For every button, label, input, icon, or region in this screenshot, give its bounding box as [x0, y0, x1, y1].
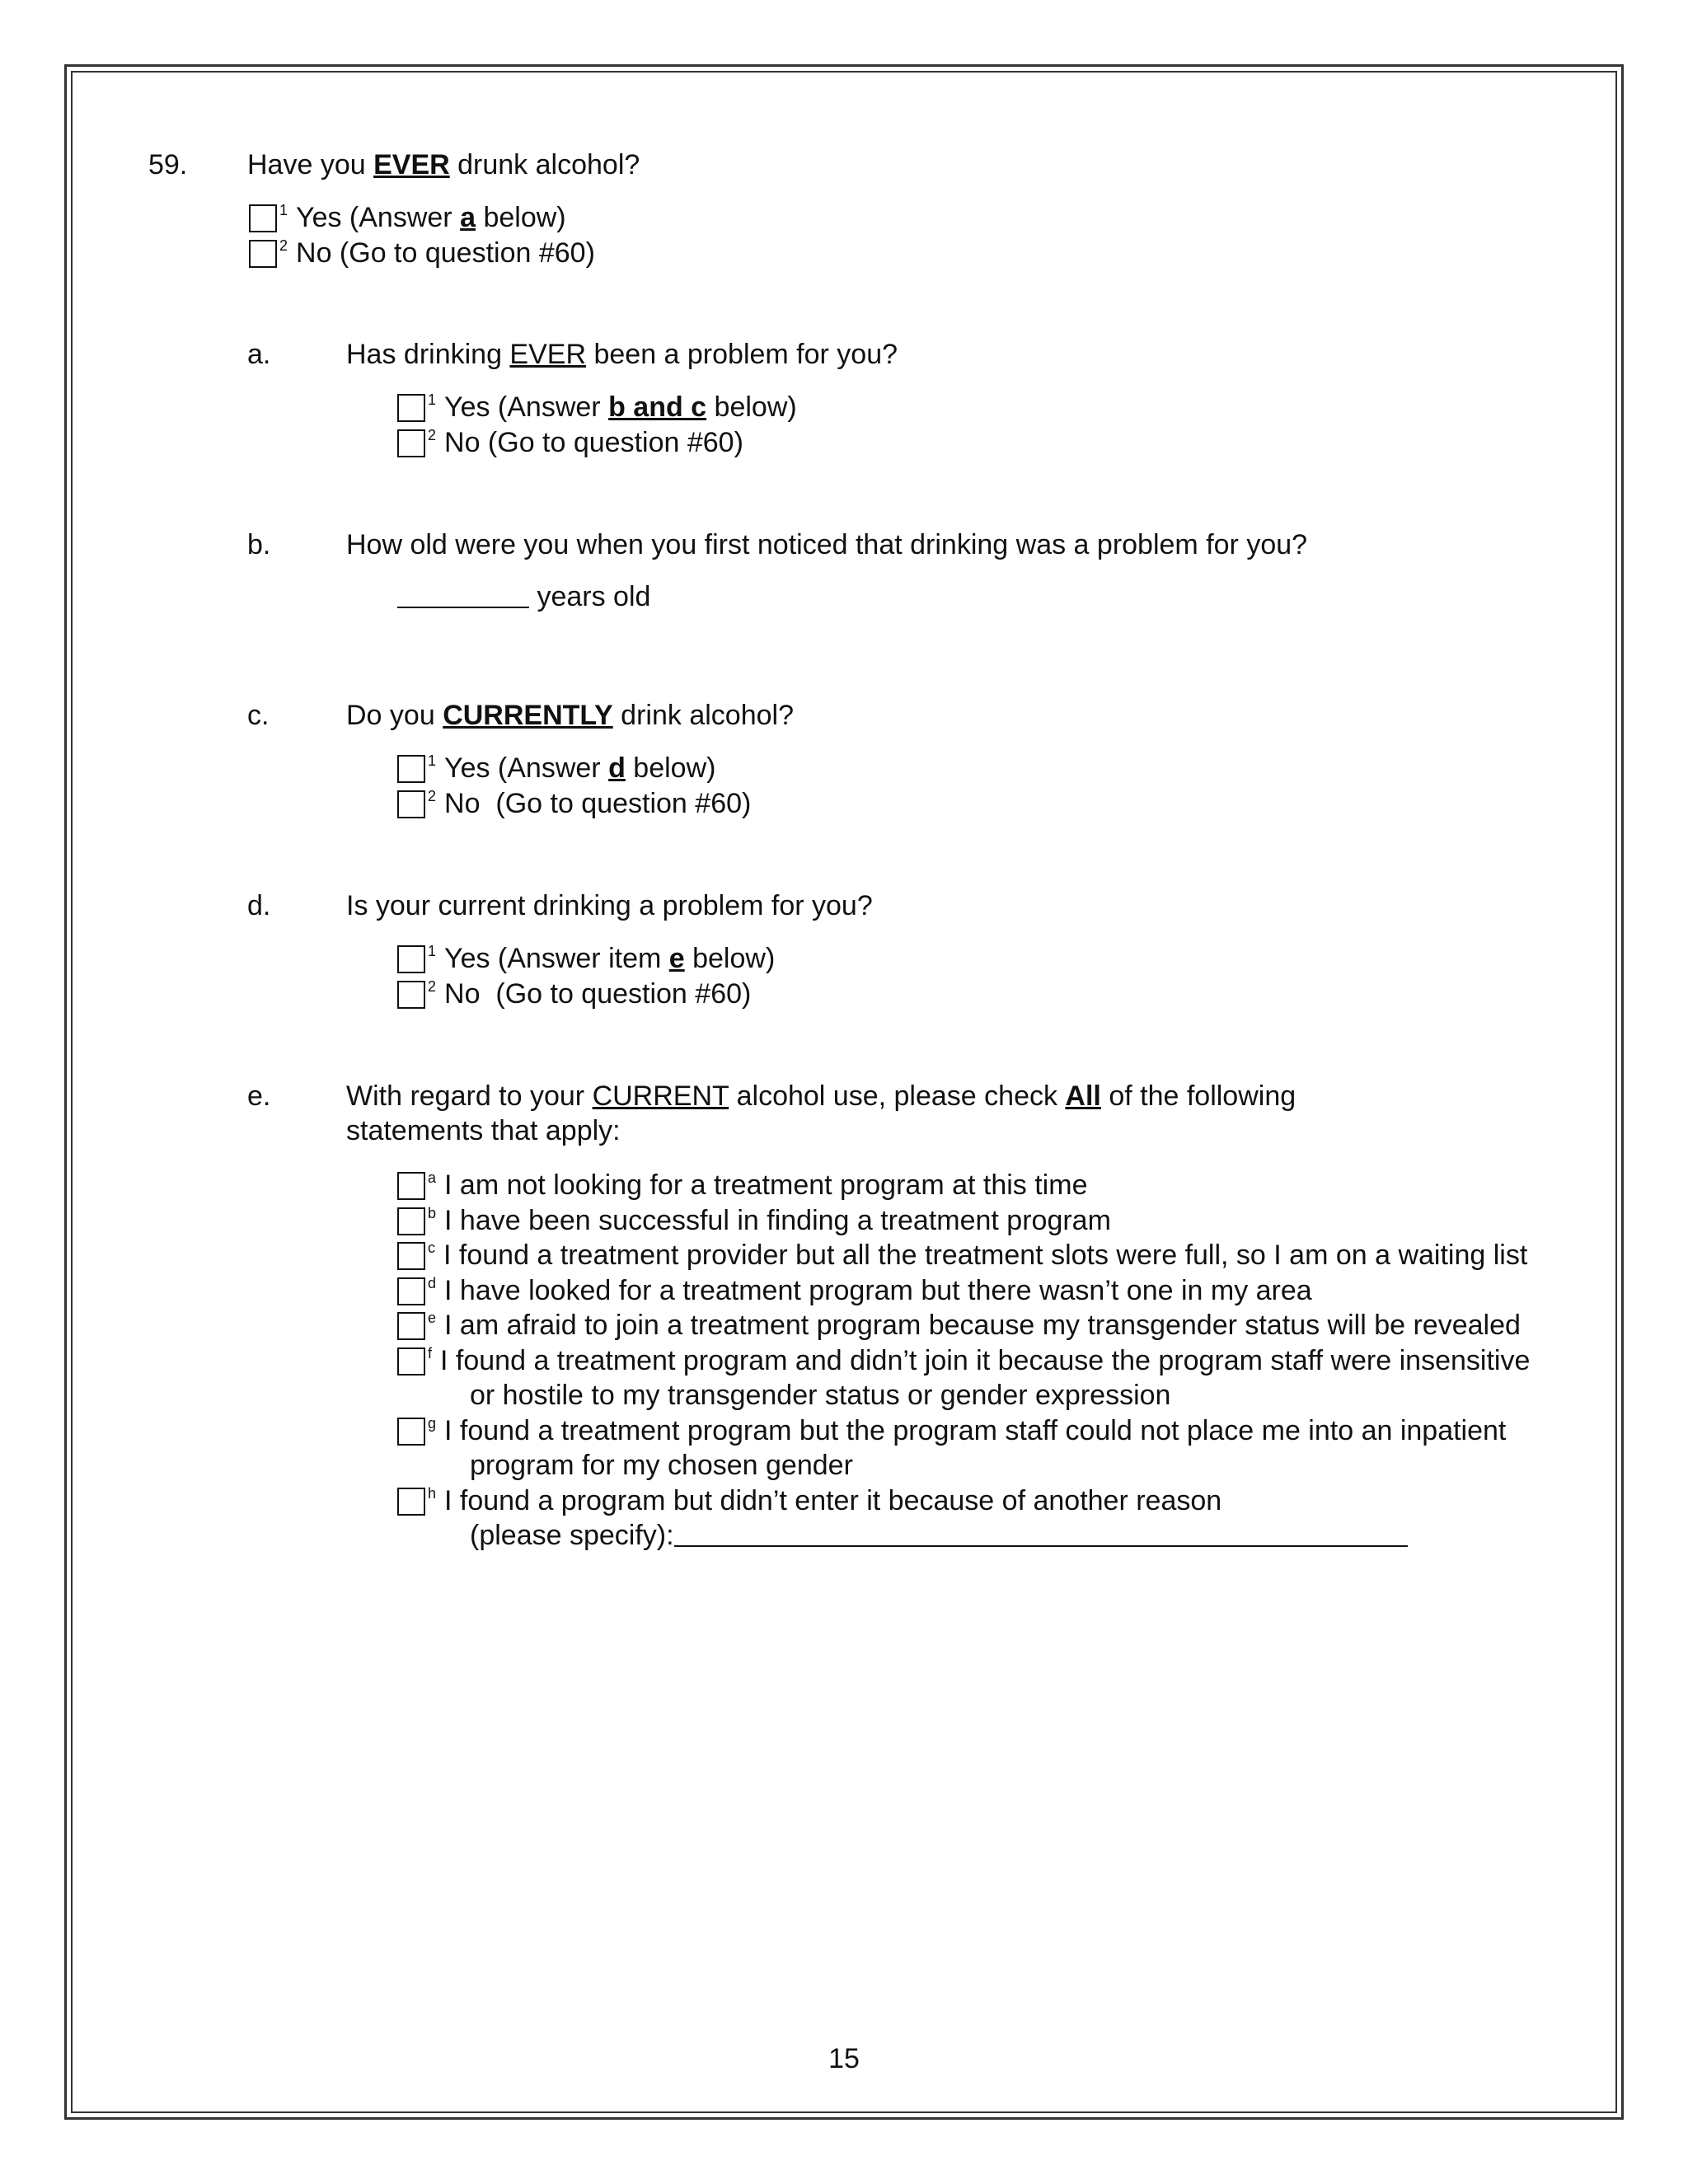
page-number: 15 — [828, 2043, 860, 2074]
qe-option-a[interactable]: a I am not looking for a treatment program at this time — [397, 1169, 1087, 1202]
specify-input[interactable] — [674, 1519, 1408, 1547]
checkbox[interactable] — [249, 240, 277, 268]
checkbox[interactable] — [397, 1207, 425, 1235]
qc-option-yes[interactable]: 1 Yes (Answer d below) — [397, 752, 715, 785]
checkbox[interactable] — [397, 1347, 425, 1376]
question-d-letter: d. — [247, 890, 271, 921]
qe-option-b[interactable]: b I have been successful in finding a treatment program — [397, 1204, 1111, 1237]
age-input[interactable] — [397, 580, 529, 608]
question-b-text: How old were you when you first noticed that drinking was a problem for you? — [346, 529, 1308, 560]
option-label: Yes (Answer b and c below) — [444, 391, 797, 423]
option-label: Yes (Answer item e below) — [444, 943, 776, 974]
qd-option-yes[interactable]: 1 Yes (Answer item e below) — [397, 942, 775, 975]
qd-option-no[interactable]: 2 No (Go to question #60) — [397, 977, 751, 1010]
option-label: I have looked for a treatment program but there wasn’t one in my area — [444, 1275, 1312, 1306]
question-e-text: With regard to your CURRENT alcohol use, please check All of the following — [346, 1080, 1296, 1112]
checkbox[interactable] — [397, 394, 425, 422]
question-59-number: 59. — [148, 149, 188, 180]
option-label: No (Go to question #60) — [444, 427, 743, 458]
option-label: I found a treatment program and didn’t join it because the program staff were insensitive — [440, 1345, 1531, 1376]
checkbox[interactable] — [397, 1418, 425, 1446]
qe-option-f-line2: or hostile to my transgender status or gender expression — [470, 1380, 1171, 1411]
checkbox[interactable] — [397, 1312, 425, 1340]
qe-option-c[interactable]: c I found a treatment provider but all the treatment slots were full, so I am on a waiting list — [397, 1239, 1527, 1272]
question-a-text: Has drinking EVER been a problem for you? — [346, 339, 898, 370]
qe-option-f[interactable]: f I found a treatment program and didn’t join it because the program staff were insensitive — [397, 1344, 1530, 1377]
qe-option-e[interactable]: e I am afraid to join a treatment program because my transgender status will be revealed — [397, 1309, 1521, 1342]
checkbox[interactable] — [397, 1242, 425, 1270]
specify-label: (please specify): — [470, 1520, 674, 1551]
checkbox[interactable] — [397, 429, 425, 457]
qa-option-no[interactable]: 2 No (Go to question #60) — [397, 426, 743, 459]
question-c-letter: c. — [247, 700, 270, 731]
qe-option-h-line2 — [470, 1519, 1408, 1552]
q59-option-yes[interactable]: 1 Yes (Answer a below) — [249, 201, 566, 234]
age-suffix: years old — [529, 581, 651, 612]
question-e-letter: e. — [247, 1080, 271, 1112]
checkbox[interactable] — [397, 981, 425, 1009]
question-b-letter: b. — [247, 529, 271, 560]
qe-option-d[interactable]: d I have looked for a treatment program but there wasn’t one in my area — [397, 1274, 1312, 1307]
option-label: No (Go to question #60) — [296, 237, 595, 269]
checkbox[interactable] — [397, 790, 425, 818]
checkbox[interactable] — [397, 755, 425, 783]
qa-option-yes[interactable]: 1 Yes (Answer b and c below) — [397, 391, 797, 424]
question-59-text: Have you EVER drunk alcohol? — [247, 149, 640, 180]
option-label: I found a program but didn’t enter it because of another reason — [444, 1485, 1222, 1516]
option-label: No (Go to question #60) — [444, 788, 752, 819]
option-label: Yes (Answer a below) — [296, 202, 566, 233]
qe-option-g-line2: program for my chosen gender — [470, 1450, 853, 1481]
checkbox[interactable] — [397, 1277, 425, 1305]
option-label: I found a treatment program but the program staff could not place me into an inpatient — [444, 1415, 1507, 1446]
option-label: I am not looking for a treatment program at this time — [444, 1169, 1088, 1201]
option-label: I have been successful in finding a treatment program — [444, 1205, 1111, 1236]
checkbox[interactable] — [397, 945, 425, 973]
checkbox[interactable] — [397, 1488, 425, 1516]
option-label: I found a treatment provider but all the treatment slots were full, so I am on a waiting list — [443, 1240, 1528, 1271]
question-c-text: Do you CURRENTLY drink alcohol? — [346, 700, 794, 731]
question-a-letter: a. — [247, 339, 271, 370]
question-d-text: Is your current drinking a problem for you? — [346, 890, 873, 921]
qe-option-g[interactable]: g I found a treatment program but the program staff could not place me into an inpatient — [397, 1414, 1506, 1447]
qc-option-no[interactable]: 2 No (Go to question #60) — [397, 787, 751, 820]
checkbox[interactable] — [397, 1172, 425, 1200]
qe-option-h[interactable]: h I found a program but didn’t enter it because of another reason — [397, 1484, 1221, 1517]
qb-age-answer — [397, 580, 650, 613]
option-label: Yes (Answer d below) — [444, 752, 716, 784]
option-label: I am afraid to join a treatment program because my transgender status will be revealed — [444, 1310, 1521, 1341]
option-label: No (Go to question #60) — [444, 978, 752, 1010]
checkbox[interactable] — [249, 204, 277, 232]
q59-option-no[interactable]: 2 No (Go to question #60) — [249, 237, 595, 269]
question-e-text-line2: statements that apply: — [346, 1115, 621, 1146]
